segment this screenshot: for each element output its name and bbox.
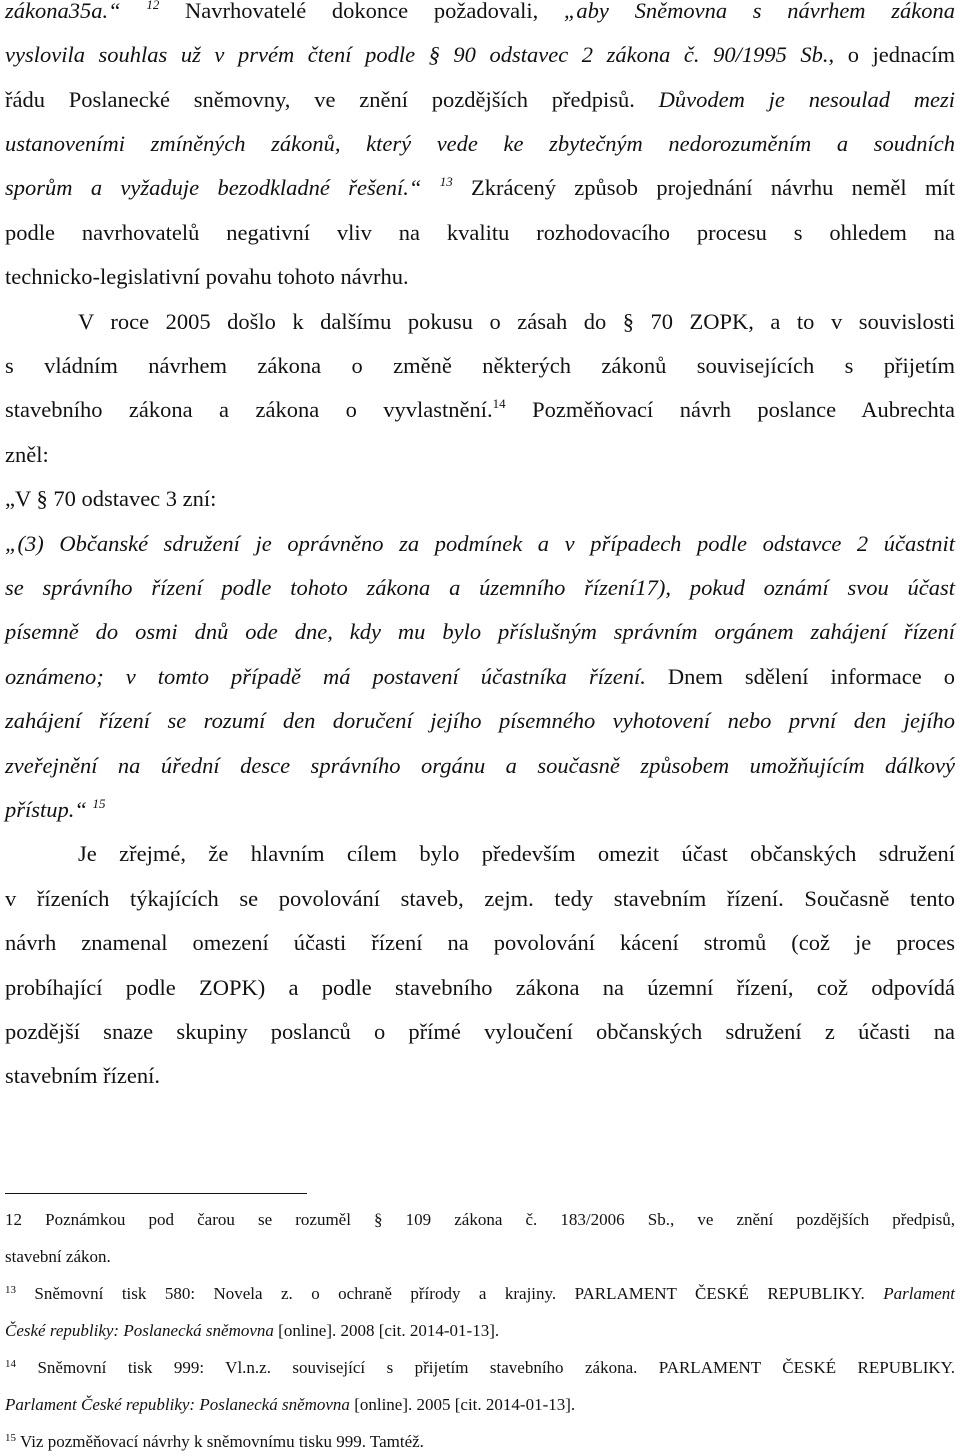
body-line: zněl: (5, 442, 49, 467)
body-line: probíhající podle ZOPK) a podle stavebního zákona na územní řízení, což odpovídá (5, 975, 955, 1000)
quote-line: zveřejnění na úřední desce správního orgánu a současně způsobem umožňujícím dálkový (5, 753, 955, 778)
quote-line: písemně do osmi dnů ode dne, kdy mu bylo příslušným správním orgánem zahájení řízení (5, 619, 955, 644)
upright-fragment: , o jednacím (828, 42, 955, 67)
quote-line: se správního řízení podle tohoto zákona a územního řízení17), pokud oznámí svou účast (5, 575, 955, 600)
body-line: V roce 2005 došlo k dalšímu pokusu o zásah do § 70 ZOPK, a to v souvislosti (78, 309, 955, 334)
quote-fragment: Důvodem je nesoulad mezi (658, 87, 955, 112)
text-fragment: Navrhovatelé dokonce požadovali, „aby Sněmovna s návrhem zákona (159, 0, 955, 23)
body-line: s vládním návrhem zákona o změně některých zákonů souvisejících s přijetím (5, 353, 955, 378)
footnote-14: $^{14}$ Sněmovní tisk 999: Vl.n.z. související s přijetím stavebního zákona. PARLAMENT ČESKÉ REPUBLIKY. (5, 1358, 955, 1377)
body-line: stavebního zákona a zákona o vyvlastnění.$^{14}$ Pozměňovací návrh poslance Aubrechta (5, 396, 955, 422)
quote-line: oznámeno; v tomto případě má postavení účastníka řízení. Dnem sdělení informace o (5, 664, 955, 689)
footnote-13: $^{13}$ Sněmovní tisk 580: Novela z. o ochraně přírody a krajiny. PARLAMENT ČESKÉ REPUBLIKY. Parlament (5, 1284, 955, 1303)
footnote-ref: 14 (492, 396, 506, 411)
footnote-ref: 13 (439, 174, 453, 189)
footnote-14-cont: Parlament České republiky: Poslanecká sněmovna [online]. 2005 [cit. 2014-01-13]. (5, 1395, 576, 1414)
body-line: podle navrhovatelů negativní vliv na kvalitu rozhodovacího procesu s ohledem na (5, 220, 955, 245)
body-line: vyslovila souhlas už v prvém čtení podle § 90 odstavec 2 zákona č. 90/1995 Sb., o jednacím (5, 42, 955, 67)
body-line: v řízeních týkajících se povolování staveb, zejm. tedy stavebním řízení. Současně tento (5, 886, 955, 911)
footnote-separator (5, 1193, 307, 1194)
body-line: pozdější snaze skupiny poslanců o přímé vyloučení občanských sdružení z účasti na (5, 1019, 955, 1044)
body-line: „V § 70 odstavec 3 zní: (5, 486, 217, 511)
quote-line: „(3) Občanské sdružení je oprávněno za podmínek a v případech podle odstavce 2 účastnit (5, 531, 955, 556)
quote-start: „aby Sněmovna s návrhem zákona (563, 0, 955, 23)
quote-fragment: zákona35a.“ (5, 0, 147, 23)
footnote-12: 12 Poznámkou pod čarou se rozuměl § 109 zákona č. 183/2006 Sb., ve znění pozdějších předpisů, (5, 1210, 955, 1229)
body-line: stavebním řízení. (5, 1063, 160, 1088)
body-line: řádu Poslanecké sněmovny, ve znění pozdějších předpisů. Důvodem je nesoulad mezi (5, 87, 955, 112)
upright-fragment: Dnem sdělení informace o (667, 664, 955, 689)
body-line (5, 0, 955, 26)
footnote-13-cont: České republiky: Poslanecká sněmovna [online]. 2008 [cit. 2014-01-13]. (5, 1321, 500, 1340)
body-line: Je zřejmé, že hlavním cílem bylo především omezit účast občanských sdružení (78, 841, 955, 866)
quote-line: přístup.“ $^{15}$ (5, 796, 106, 822)
footnote-15: $^{15}$ Viz pozměňovací návrhy k sněmovnímu tisku 999. Tamtéž. (5, 1432, 424, 1451)
footnote-ref: 15 (92, 796, 106, 811)
body-line: ustanoveními zmíněných zákonů, který vede ke zbytečným nedorozuměním a soudních (5, 131, 955, 156)
body-line: technicko-legislativní povahu tohoto návrhu. (5, 264, 409, 289)
body-line: sporům a vyžaduje bezodkladné řešení.“ $^{13}$ Zkrácený způsob projednání návrhu neměl mít (5, 174, 955, 200)
body-line: návrh znamenal omezení účasti řízení na povolování kácení stromů (což je proces (5, 930, 955, 955)
footnote-12-cont: stavební zákon. (5, 1247, 111, 1266)
footnote-ref: 12 (146, 0, 160, 12)
quote-line: zahájení řízení se rozumí den doručení jejího písemného vyhotovení nebo první den jejího (5, 708, 955, 733)
